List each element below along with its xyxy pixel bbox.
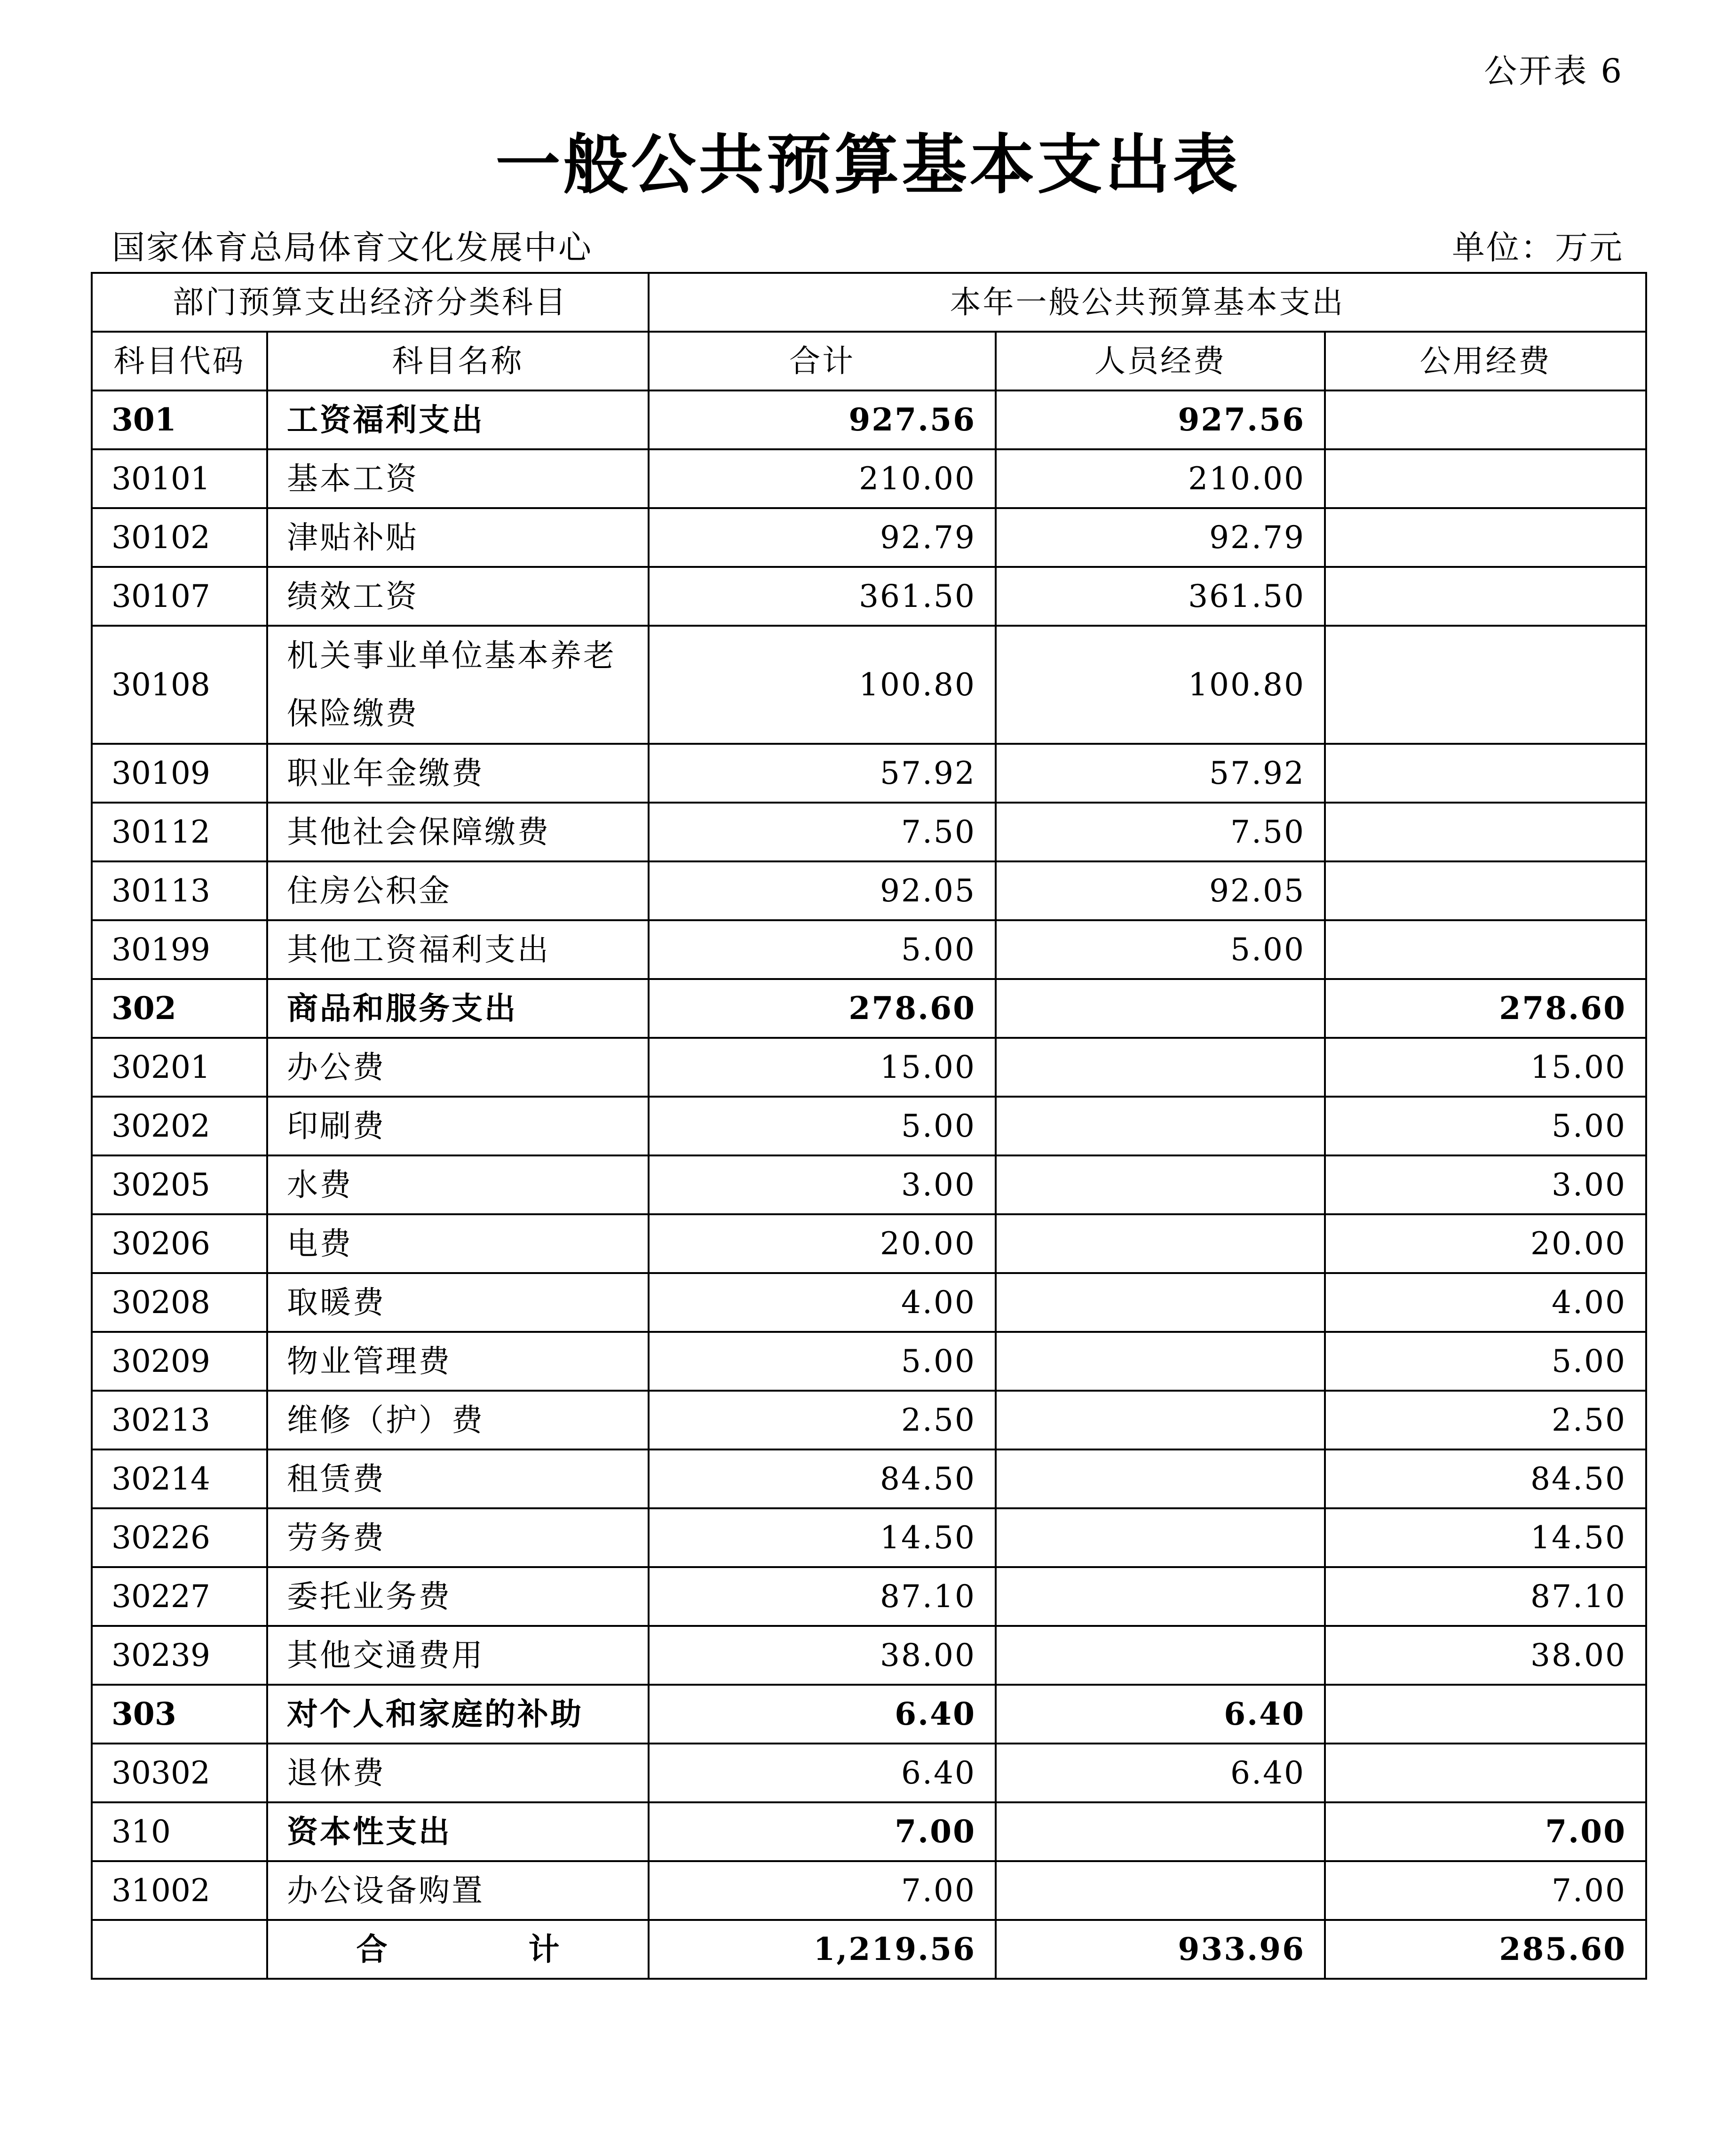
total-amount: 2.50 bbox=[649, 1391, 996, 1449]
grand-public-amount: 285.60 bbox=[1325, 1920, 1646, 1979]
table-row bbox=[92, 1861, 1646, 1920]
table-row bbox=[92, 979, 1646, 1038]
page-title: 一般公共预算基本支出表 bbox=[495, 126, 1241, 203]
subject-name: 退休费 bbox=[267, 1744, 649, 1802]
table-row bbox=[92, 1155, 1646, 1214]
subject-code: 30113 bbox=[92, 861, 267, 920]
subject-name: 职业年金缴费 bbox=[267, 744, 649, 803]
column-header-total: 合计 bbox=[649, 332, 996, 390]
total-amount: 15.00 bbox=[649, 1038, 996, 1097]
personnel-amount bbox=[996, 1802, 1325, 1861]
subject-code: 30101 bbox=[92, 449, 267, 508]
subject-code: 302 bbox=[92, 979, 267, 1038]
subject-code: 30209 bbox=[92, 1332, 267, 1391]
subject-code: 303 bbox=[92, 1685, 267, 1744]
public-amount: 5.00 bbox=[1325, 1332, 1646, 1391]
total-amount: 5.00 bbox=[649, 920, 996, 979]
table-row bbox=[92, 1097, 1646, 1155]
total-amount: 14.50 bbox=[649, 1508, 996, 1567]
subject-code: 30208 bbox=[92, 1273, 267, 1332]
subject-code: 30112 bbox=[92, 803, 267, 861]
table-row bbox=[92, 1449, 1646, 1508]
subject-name: 劳务费 bbox=[267, 1508, 649, 1567]
public-amount bbox=[1325, 508, 1646, 567]
subject-code: 31002 bbox=[92, 1861, 267, 1920]
personnel-amount bbox=[996, 1508, 1325, 1567]
total-amount: 5.00 bbox=[649, 1332, 996, 1391]
total-amount: 38.00 bbox=[649, 1626, 996, 1685]
personnel-amount bbox=[996, 1097, 1325, 1155]
subject-code: 30206 bbox=[92, 1214, 267, 1273]
personnel-amount bbox=[996, 1155, 1325, 1214]
public-amount bbox=[1325, 861, 1646, 920]
subject-code: 301 bbox=[92, 390, 267, 449]
subject-code: 30107 bbox=[92, 567, 267, 626]
total-amount: 210.00 bbox=[649, 449, 996, 508]
total-amount: 5.00 bbox=[649, 1097, 996, 1155]
personnel-amount bbox=[996, 979, 1325, 1038]
column-header-public: 公用经费 bbox=[1325, 332, 1646, 390]
public-amount: 5.00 bbox=[1325, 1097, 1646, 1155]
subject-code: 30201 bbox=[92, 1038, 267, 1097]
table-row bbox=[92, 567, 1646, 626]
public-amount bbox=[1325, 803, 1646, 861]
total-amount: 927.56 bbox=[649, 390, 996, 449]
subject-name: 资本性支出 bbox=[267, 1802, 649, 1861]
table-row bbox=[92, 1567, 1646, 1626]
total-amount: 20.00 bbox=[649, 1214, 996, 1273]
budget-table bbox=[91, 272, 1647, 1980]
subject-code: 30202 bbox=[92, 1097, 267, 1155]
public-amount: 2.50 bbox=[1325, 1391, 1646, 1449]
subject-name: 办公费 bbox=[267, 1038, 649, 1097]
total-amount: 278.60 bbox=[649, 979, 996, 1038]
table-row bbox=[92, 803, 1646, 861]
subject-name: 取暖费 bbox=[267, 1273, 649, 1332]
table-row bbox=[92, 861, 1646, 920]
total-amount: 361.50 bbox=[649, 567, 996, 626]
organization-name: 国家体育总局体育文化发展中心 bbox=[112, 228, 593, 267]
subject-name: 机关事业单位基本养老保险缴费 bbox=[267, 626, 649, 744]
table-row bbox=[92, 390, 1646, 449]
personnel-amount: 92.05 bbox=[996, 861, 1325, 920]
total-amount: 7.00 bbox=[649, 1861, 996, 1920]
personnel-amount bbox=[996, 1214, 1325, 1273]
personnel-amount bbox=[996, 1273, 1325, 1332]
total-amount: 4.00 bbox=[649, 1273, 996, 1332]
table-row bbox=[92, 449, 1646, 508]
public-amount bbox=[1325, 920, 1646, 979]
personnel-amount bbox=[996, 1567, 1325, 1626]
total-amount: 3.00 bbox=[649, 1155, 996, 1214]
subject-name: 基本工资 bbox=[267, 449, 649, 508]
personnel-amount bbox=[996, 1626, 1325, 1685]
personnel-amount: 92.79 bbox=[996, 508, 1325, 567]
subject-name: 其他工资福利支出 bbox=[267, 920, 649, 979]
public-amount: 7.00 bbox=[1325, 1861, 1646, 1920]
public-amount bbox=[1325, 744, 1646, 803]
personnel-amount: 6.40 bbox=[996, 1685, 1325, 1744]
group-header-classification: 部门预算支出经济分类科目 bbox=[92, 273, 649, 332]
column-header-name: 科目名称 bbox=[267, 332, 649, 390]
total-amount: 7.00 bbox=[649, 1802, 996, 1861]
personnel-amount bbox=[996, 1391, 1325, 1449]
table-row bbox=[92, 920, 1646, 979]
public-amount: 15.00 bbox=[1325, 1038, 1646, 1097]
personnel-amount bbox=[996, 1861, 1325, 1920]
public-amount: 4.00 bbox=[1325, 1273, 1646, 1332]
subject-name: 绩效工资 bbox=[267, 567, 649, 626]
total-amount: 6.40 bbox=[649, 1685, 996, 1744]
personnel-amount: 7.50 bbox=[996, 803, 1325, 861]
public-amount: 84.50 bbox=[1325, 1449, 1646, 1508]
table-number: 公开表 6 bbox=[1484, 52, 1624, 90]
personnel-amount bbox=[996, 1449, 1325, 1508]
subject-name: 印刷费 bbox=[267, 1097, 649, 1155]
public-amount: 3.00 bbox=[1325, 1155, 1646, 1214]
subject-code: 30109 bbox=[92, 744, 267, 803]
total-amount: 84.50 bbox=[649, 1449, 996, 1508]
table-row bbox=[92, 1626, 1646, 1685]
subject-name: 商品和服务支出 bbox=[267, 979, 649, 1038]
grand-total-amount: 1,219.56 bbox=[649, 1920, 996, 1979]
personnel-amount: 57.92 bbox=[996, 744, 1325, 803]
subject-name: 津贴补贴 bbox=[267, 508, 649, 567]
subject-name: 委托业务费 bbox=[267, 1567, 649, 1626]
subject-code: 30102 bbox=[92, 508, 267, 567]
table-row bbox=[92, 1744, 1646, 1802]
subject-code: 30227 bbox=[92, 1567, 267, 1626]
subject-code: 30108 bbox=[92, 626, 267, 744]
table-row bbox=[92, 1332, 1646, 1391]
subject-name: 其他交通费用 bbox=[267, 1626, 649, 1685]
public-amount bbox=[1325, 1685, 1646, 1744]
total-code-cell bbox=[92, 1920, 267, 1979]
total-amount: 87.10 bbox=[649, 1567, 996, 1626]
total-amount: 6.40 bbox=[649, 1744, 996, 1802]
public-amount bbox=[1325, 1744, 1646, 1802]
subject-name: 租赁费 bbox=[267, 1449, 649, 1508]
subject-name: 电费 bbox=[267, 1214, 649, 1273]
public-amount bbox=[1325, 449, 1646, 508]
table-row bbox=[92, 626, 1646, 744]
personnel-amount: 361.50 bbox=[996, 567, 1325, 626]
total-amount: 92.79 bbox=[649, 508, 996, 567]
table-row bbox=[92, 744, 1646, 803]
table-row bbox=[92, 508, 1646, 567]
table-row bbox=[92, 1038, 1646, 1097]
personnel-amount: 6.40 bbox=[996, 1744, 1325, 1802]
total-amount: 57.92 bbox=[649, 744, 996, 803]
public-amount: 38.00 bbox=[1325, 1626, 1646, 1685]
subject-code: 310 bbox=[92, 1802, 267, 1861]
public-amount: 20.00 bbox=[1325, 1214, 1646, 1273]
personnel-amount: 5.00 bbox=[996, 920, 1325, 979]
subject-code: 30214 bbox=[92, 1449, 267, 1508]
subject-code: 30226 bbox=[92, 1508, 267, 1567]
personnel-amount bbox=[996, 1038, 1325, 1097]
column-header-code: 科目代码 bbox=[92, 332, 267, 390]
table-row bbox=[92, 1273, 1646, 1332]
grand-personnel-amount: 933.96 bbox=[996, 1920, 1325, 1979]
table-row bbox=[92, 1214, 1646, 1273]
column-header-personnel: 人员经费 bbox=[996, 332, 1325, 390]
personnel-amount: 927.56 bbox=[996, 390, 1325, 449]
public-amount bbox=[1325, 390, 1646, 449]
subject-code: 30239 bbox=[92, 1626, 267, 1685]
table-row bbox=[92, 1391, 1646, 1449]
subject-code: 30213 bbox=[92, 1391, 267, 1449]
total-row bbox=[92, 1920, 1646, 1979]
total-amount: 100.80 bbox=[649, 626, 996, 744]
subject-name: 其他社会保障缴费 bbox=[267, 803, 649, 861]
public-amount: 14.50 bbox=[1325, 1508, 1646, 1567]
total-amount: 92.05 bbox=[649, 861, 996, 920]
table-row bbox=[92, 1508, 1646, 1567]
total-label-cell bbox=[267, 1920, 701, 1979]
subject-code: 30199 bbox=[92, 920, 267, 979]
public-amount: 278.60 bbox=[1325, 979, 1646, 1038]
subject-name: 工资福利支出 bbox=[267, 390, 649, 449]
public-amount: 87.10 bbox=[1325, 1567, 1646, 1626]
table-row bbox=[92, 1802, 1646, 1861]
subject-name: 住房公积金 bbox=[267, 861, 649, 920]
public-amount bbox=[1325, 626, 1646, 744]
personnel-amount bbox=[996, 1332, 1325, 1391]
personnel-amount: 210.00 bbox=[996, 449, 1325, 508]
subject-code: 30302 bbox=[92, 1744, 267, 1802]
total-label: 合计 bbox=[356, 1930, 701, 1967]
subject-name: 维修（护）费 bbox=[267, 1391, 649, 1449]
subject-name: 水费 bbox=[267, 1155, 649, 1214]
total-amount: 7.50 bbox=[649, 803, 996, 861]
personnel-amount: 100.80 bbox=[996, 626, 1325, 744]
subject-name: 物业管理费 bbox=[267, 1332, 649, 1391]
public-amount: 7.00 bbox=[1325, 1802, 1646, 1861]
unit-label: 单位：万元 bbox=[1452, 228, 1624, 267]
subject-name: 对个人和家庭的补助 bbox=[267, 1685, 649, 1744]
table-row bbox=[92, 1685, 1646, 1744]
group-header-basic-expenditure: 本年一般公共预算基本支出 bbox=[649, 273, 1646, 332]
subject-name: 办公设备购置 bbox=[267, 1861, 649, 1920]
public-amount bbox=[1325, 567, 1646, 626]
subject-code: 30205 bbox=[92, 1155, 267, 1214]
